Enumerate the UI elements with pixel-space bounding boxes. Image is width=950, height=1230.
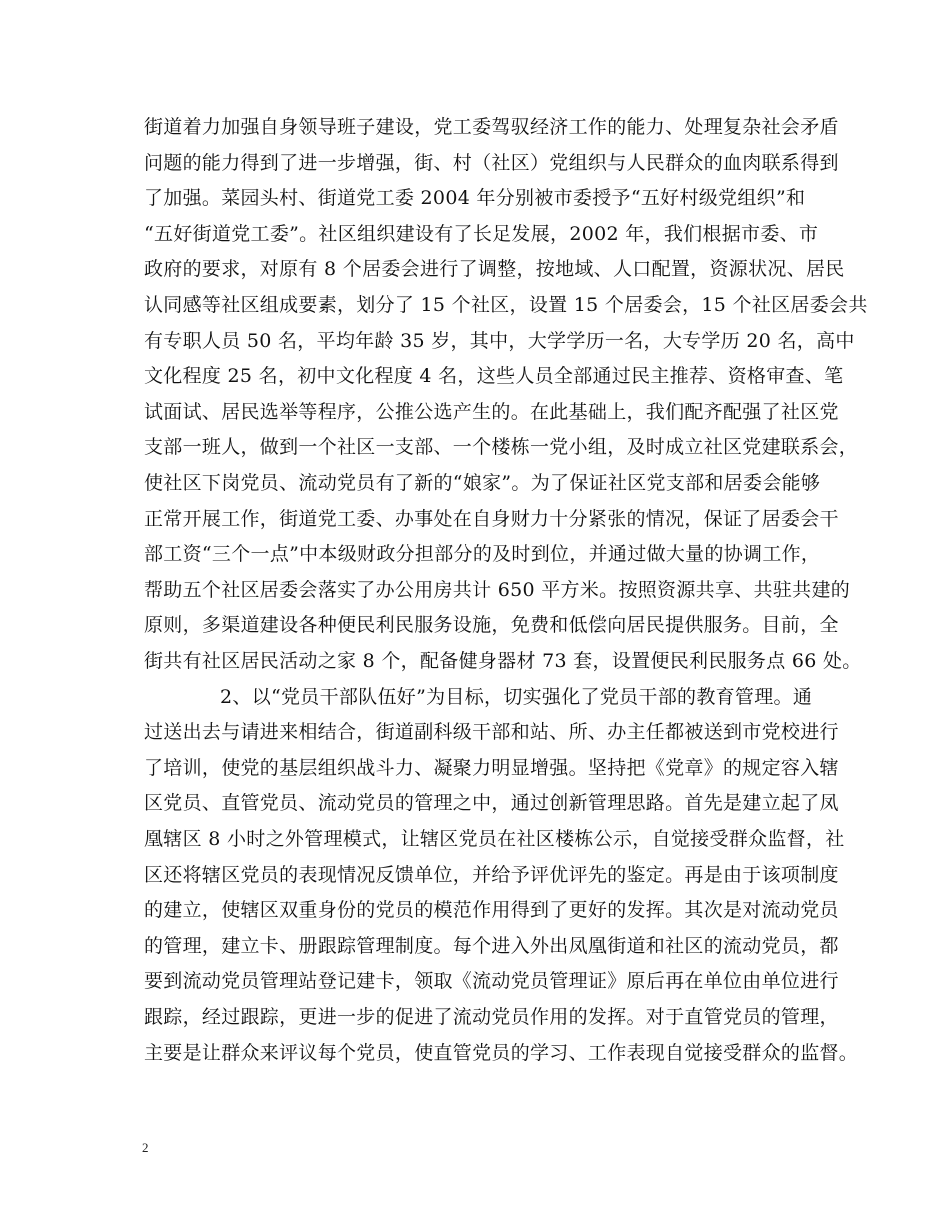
text-line: 了培训，使党的基层组织战斗力、凝聚力明显增强。坚持把《党章》的规定容入辖 — [144, 756, 839, 779]
text-line: 认同感等社区组成要素，划分了 15 个社区，设置 15 个居委会，15 个社区居委会共 — [144, 294, 868, 316]
text-line: 部工资“三个一点”中本级财政分担部分的及时到位，并通过做大量的协调工作， — [144, 543, 821, 566]
text-line: 的管理，建立卡、册跟踪管理制度。每个进入外出凤凰街道和社区的流动党员，都 — [144, 934, 839, 957]
text-line: 要到流动党员管理站登记建卡，领取《流动党员管理证》原后再在单位由单位进行 — [144, 970, 839, 993]
text-line: 帮助五个社区居委会落实了办公用房共计 650 平方米。按照资源共享、共驻共建的 — [144, 578, 851, 601]
text-line: 2、以“党员干部队伍好”为目标，切实强化了党员干部的教育管理。通 — [220, 685, 813, 708]
text-line: 文化程度 25 名，初中文化程度 4 名，这些人员全部通过民主推荐、资格审查、笔 — [144, 365, 844, 388]
text-line: 街道着力加强自身领导班子建设，党工委驾驭经济工作的能力、处理复杂社会矛盾 — [144, 116, 839, 138]
text-line: 正常开展工作，街道党工委、办事处在自身财力十分紧张的情况，保证了居委会干 — [144, 507, 839, 530]
text-line: 街共有社区居民活动之家 8 个，配备健身器材 73 套，设置便民利民服务点 66 处。 — [144, 650, 862, 672]
text-line: 区党员、直管党员、流动党员的管理之中，通过创新管理思路。首先是建立起了凤 — [144, 792, 839, 815]
text-line: 跟踪，经过跟踪，更进一步的促进了流动党员作用的发挥。对于直管党员的管理， — [144, 1006, 839, 1028]
text-line: 凰辖区 8 小时之外管理模式，让辖区党员在社区楼栋公示，自觉接受群众监督，社 — [144, 828, 845, 850]
text-line: 试面试、居民选举等程序，公推公选产生的。在此基础上，我们配齐配强了社区党 — [144, 400, 839, 423]
text-line: 了加强。菜园头村、街道党工委 2004 年分别被市委授予“五好村级党组织”和 — [144, 187, 806, 210]
text-line: 问题的能力得到了进一步增强，街、村（社区）党组织与人民群众的血肉联系得到 — [144, 151, 839, 174]
page-number: 2 — [142, 1140, 149, 1155]
text-line: “五好街道党工委”。社区组织建设有了长足发展，2002 年，我们根据市委、市 — [144, 222, 819, 245]
text-line: 过送出去与请进来相结合，街道副科级干部和站、所、办主任都被送到市党校进行 — [144, 721, 839, 744]
text-line: 原则，多渠道建设各种便民利民服务设施，免费和低偿向居民提供服务。目前，全 — [144, 614, 839, 637]
text-line: 使社区下岗党员、流动党员有了新的“娘家”。为了保证社区党支部和居委会能够 — [144, 472, 821, 494]
text-line: 主要是让群众来评议每个党员，使直管党员的学习、工作表现自觉接受群众的监督。 — [144, 1041, 859, 1064]
text-line: 的建立，使辖区双重身份的党员的模范作用得到了更好的发挥。其次是对流动党员 — [144, 899, 839, 922]
text-line: 支部一班人，做到一个社区一支部、一个楼栋一党小组，及时成立社区党建联系会， — [144, 436, 859, 459]
text-line: 区还将辖区党员的表现情况反馈单位，并给予评优评先的鉴定。再是由于该项制度 — [144, 863, 839, 886]
text-line: 有专职人员 50 名，平均年龄 35 岁，其中，大学学历一名，大专学历 20 名，高中 — [144, 329, 855, 352]
text-line: 政府的要求，对原有 8 个居委会进行了调整，按地域、人口配置，资源状况、居民 — [144, 258, 845, 281]
